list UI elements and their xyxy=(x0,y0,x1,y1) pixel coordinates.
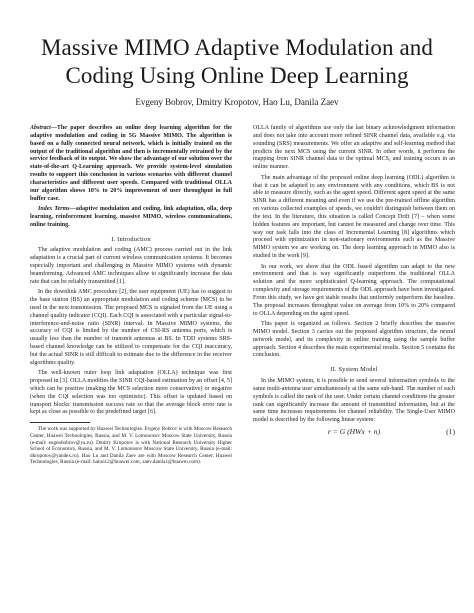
abstract-text: —The paper describes an online deep learning algorithm for the adaptive modulation and coding in 5G Massive MIMO. The algorithm is based on a fully connected neural network, which is initially trained on the output of the traditional algorithm and then is incrementally retrained by the service feedback of its output. We show the advantage of our solution over the state-of-the-art Q-Learning approach. We provide system-level simulation results to support this conclusion in various scenarios with different channel characteristics and different user speeds. Compared with traditional OLLA our algorithm shows 10% to 20% improvement of user throughput in full buffer case. xyxy=(30,125,232,202)
section-heading-introduction: I. Introduction xyxy=(111,235,151,243)
abstract-lead: Abstract xyxy=(30,125,51,131)
index-terms-lead: Index Terms xyxy=(38,206,70,213)
paragraph: The well-known outer loop link adaptation (OLLA) technique was first proposed in [3]. OLLA modifies the SINR CQI-based estimation by an offset [4, 5] which can be positive (making the MCS selection more conservative) or negative (when the CQI selection was too optimistic). This offset is updated based on transport blocks' transmission success rate so that the average block error rate is kept as close as possible to the predefined target [6]. xyxy=(30,370,232,416)
left-column xyxy=(30,125,232,466)
paper-title xyxy=(20,34,454,90)
paragraph: In the downlink AMC procedure [2], the user equipment (UE) has to suggest to the base station (BS) an appropriate modulation and coding scheme (MCS) to be used in the next transmission. The proposed MCS is signaled from the UE using a channel quality indicator (CQI). Each CQI is associated with a particular signal-to-interference-and-noise ratio (SINR) interval. In Massive MIMO systems, the accuracy of CQI is limited by the number of CSI-RS antenna ports, which is usually less than the number of transmit antennas at BS. In TDD systems SRS-based channel knowledge can be utilized to compensate for the CQI inaccuracy, but the actual SINR is still difficult to estimate due to the difference in the receiver algorithms quality. xyxy=(30,289,232,366)
index-terms xyxy=(30,206,232,230)
footnote-rule xyxy=(30,422,90,423)
title-line-2: Coding Using Online Deep Learning xyxy=(65,63,409,88)
paragraph: In the MIMO system, it is possible to send several information symbols to the same multi-antenna user simultaneously at the same sub-band. The number of such symbols is called the rank of the user. Under certain channel conditions the greater rank can significantly increase the amount of transmitted information, but at the same time increases requirements for channel reliability. The Single-User MIMO model is described by the following linear system: xyxy=(253,378,455,424)
section-heading-system-model: II. System Model xyxy=(330,366,378,374)
right-column xyxy=(253,125,455,436)
paragraph: OLLA family of algorithms use only the last binary acknowledgment information and does not take into account more refined SINR channel data, available e.g. via sounding (SRS) measurements. We offer an adaptive and self-learning method that predicts the next MCS using the current SINR. In other words, it performs the mapping from SINR channel data to the optimal MCS, and training occurs in an online manner. xyxy=(253,125,455,171)
abstract xyxy=(30,125,232,203)
equation-number: (1) xyxy=(446,427,455,437)
authors: Evgeny Bobrov, Dmitry Kropotov, Hao Lu, Danila Zaev xyxy=(135,97,339,107)
equation-body: r = G (HWx + n) xyxy=(327,427,381,437)
index-terms-text: —adaptive modulation and coding, link adaptation, olla, deep learning, reinforcement learning, massive MIMO, wireless communications, online training. xyxy=(30,206,232,228)
footnote: The work was supported by Huawei Technologies. Evgeny Bobrov is with Moscow Research Center, Huawei Technologies, Russia, and M. V. Lomonosov Moscow State University, Russia (e-mail: eugenbobrov@ya.ru). Dmitry Kropotov is with National Research University Higher School of Economics, Russia, and M. V. Lomonosov Moscow State University, Russia (e-mail: dkropotov@yandex.ru). Hao Lu and Danila Zaev are with Moscow Research Center, Huawei Technologies, Russia (e-mail: haluo12@huawei.com, zaev.danila1@huawei.com). xyxy=(30,426,232,466)
paragraph: The main advantage of the proposed online deep learning (ODL) algorithm is that it can be adapted to any environment with any conditions, which BS is not able to measure directly, such as the agent speed. Different agent speed at the same SINR has a different meaning and even if we use the pre-trained offline algorithm on various collected examples of speeds, we couldn't distinguish between them on the test. In the literature, this situation is called Concept Drift [7] – when some hidden features are important, but cannot be measured and change over time. This way our task falls into the class of Incremental Learning [8] algorithms which proceed with optimization in non-stationary environments such as the Massive MIMO system we are working on. The deep learning approach in MIMO also is studied in the work [9]. xyxy=(253,174,455,260)
paragraph: In our work, we show that the ODL based algorithm can adapt to the new environment and that is way significantly outperform the traditional OLLA solution and the more sophisticated Q-learning approach. The computational complexity and storage requirements of the ODL approach have been investigated. From this study, we have got stable results that uniformly outperform the baseline. The proposal increases throughput value on average from 10% to 20% compared to OLLA depending on the agent speed. xyxy=(253,263,455,317)
equation-1 xyxy=(253,428,455,436)
paragraph: The adaptive modulation and coding (AMC) process carried out in the link adaptation is a crucial part of current wireless communication systems. It becomes especially important and challenging in Massive MIMO systems with dynamic beamforming. Advanced AMC techniques allow to significantly increase the data rate that can be reliably transmitted [1]. xyxy=(30,247,232,285)
title-line-1: Massive MIMO Adaptive Modulation and xyxy=(40,35,433,60)
paragraph: This paper is organized as follows. Section 2 briefly describes the massive MIMO model. Section 3 carries out the proposed algorithm structure, the neural network model, and its complexity in online training using the sample buffer approach. Section 4 describes the main experimental results. Section 5 contains the conclusion. xyxy=(253,321,455,359)
